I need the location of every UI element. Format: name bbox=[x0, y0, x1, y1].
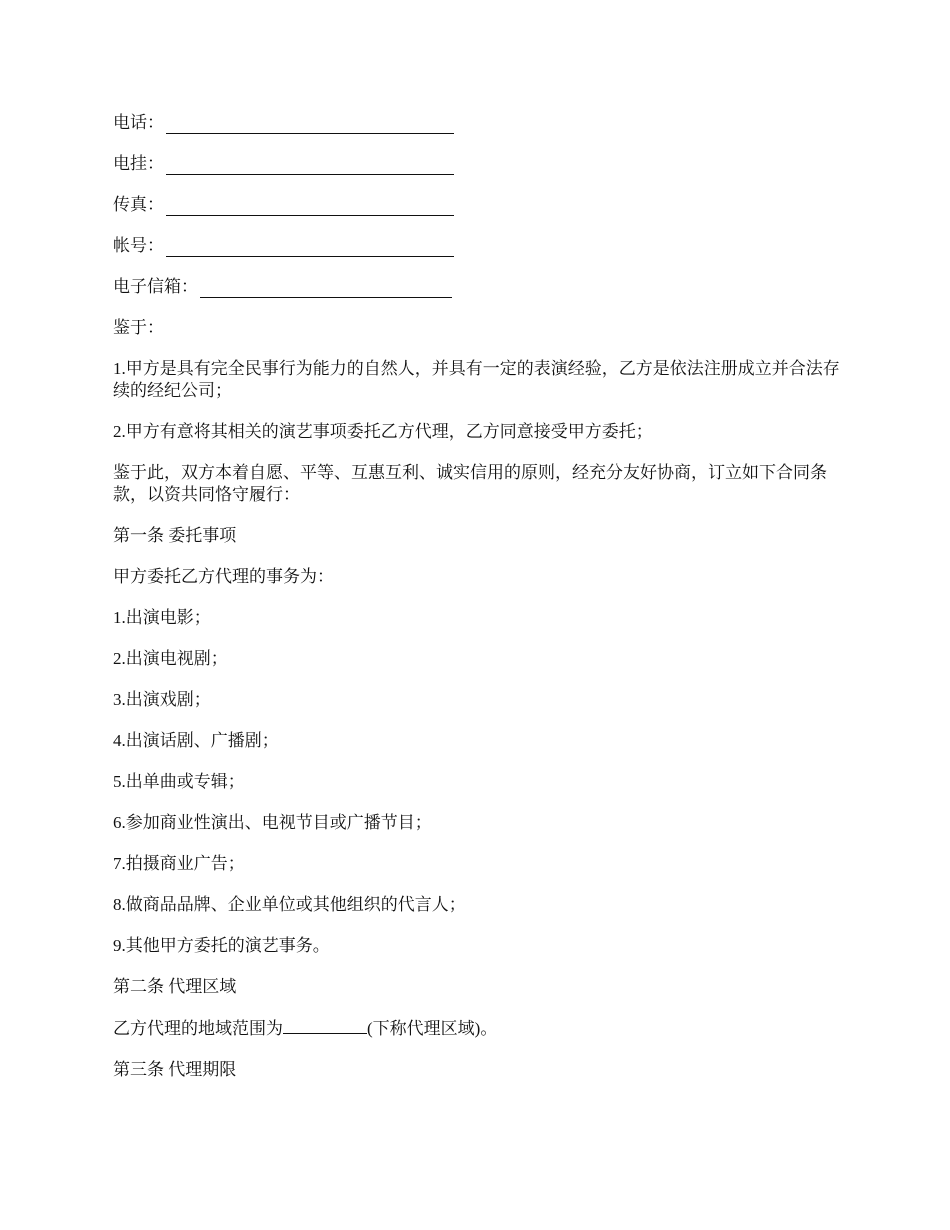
article-2-text bbox=[113, 1017, 843, 1040]
article-3-title: 第三条 代理期限 bbox=[113, 1060, 237, 1079]
article-1-item: 1.出演电影； bbox=[113, 608, 211, 627]
phone-field-row bbox=[113, 112, 843, 134]
article-1-item: 3.出演戏剧； bbox=[113, 690, 211, 709]
email-blank-line bbox=[200, 280, 452, 298]
article-1-item: 4.出演话剧、广播剧； bbox=[113, 731, 279, 750]
article-1-item: 8.做商品品牌、企业单位或其他组织的代言人； bbox=[113, 895, 466, 914]
phone-label: 电话： bbox=[113, 113, 164, 132]
article-2-text-after: (下称代理区域)。 bbox=[367, 1019, 498, 1038]
whereas-item-1: 1.甲方是具有完全民事行为能力的自然人，并具有一定的表演经验，乙方是依法注册成立并合法存续的经纪公司； bbox=[113, 359, 840, 400]
whereas-heading: 鉴于： bbox=[113, 318, 164, 337]
article-1-intro: 甲方委托乙方代理的事务为： bbox=[113, 567, 334, 586]
phone-blank-line bbox=[166, 116, 454, 134]
contract-page bbox=[113, 112, 843, 1100]
article-1-item: 6.参加商业性演出、电视节目或广播节目； bbox=[113, 813, 432, 832]
article-1-title: 第一条 委托事项 bbox=[113, 526, 237, 545]
article-2-text-before: 乙方代理的地域范围为 bbox=[113, 1019, 283, 1038]
whereas-conclusion: 鉴于此，双方本着自愿、平等、互惠互利、诚实信用的原则，经充分友好协商，订立如下合同条款，以资共同恪守履行： bbox=[113, 463, 827, 504]
account-field-row bbox=[113, 235, 843, 257]
article-1-item: 2.出演电视剧； bbox=[113, 649, 228, 668]
article-1-item: 7.拍摄商业广告； bbox=[113, 854, 245, 873]
cable-field-row bbox=[113, 153, 843, 175]
fax-label: 传真： bbox=[113, 195, 164, 214]
region-blank-line bbox=[283, 1017, 367, 1034]
article-1-item: 5.出单曲或专辑； bbox=[113, 772, 245, 791]
account-blank-line bbox=[166, 239, 454, 257]
cable-label: 电挂： bbox=[113, 154, 164, 173]
article-2-title: 第二条 代理区域 bbox=[113, 977, 237, 996]
fax-field-row bbox=[113, 194, 843, 216]
cable-blank-line bbox=[166, 157, 454, 175]
email-label: 电子信箱： bbox=[113, 277, 198, 296]
account-label: 帐号： bbox=[113, 236, 164, 255]
email-field-row bbox=[113, 276, 843, 298]
whereas-item-2: 2.甲方有意将其相关的演艺事项委托乙方代理，乙方同意接受甲方委托； bbox=[113, 422, 653, 441]
fax-blank-line bbox=[166, 198, 454, 216]
article-1-item: 9.其他甲方委托的演艺事务。 bbox=[113, 936, 330, 955]
